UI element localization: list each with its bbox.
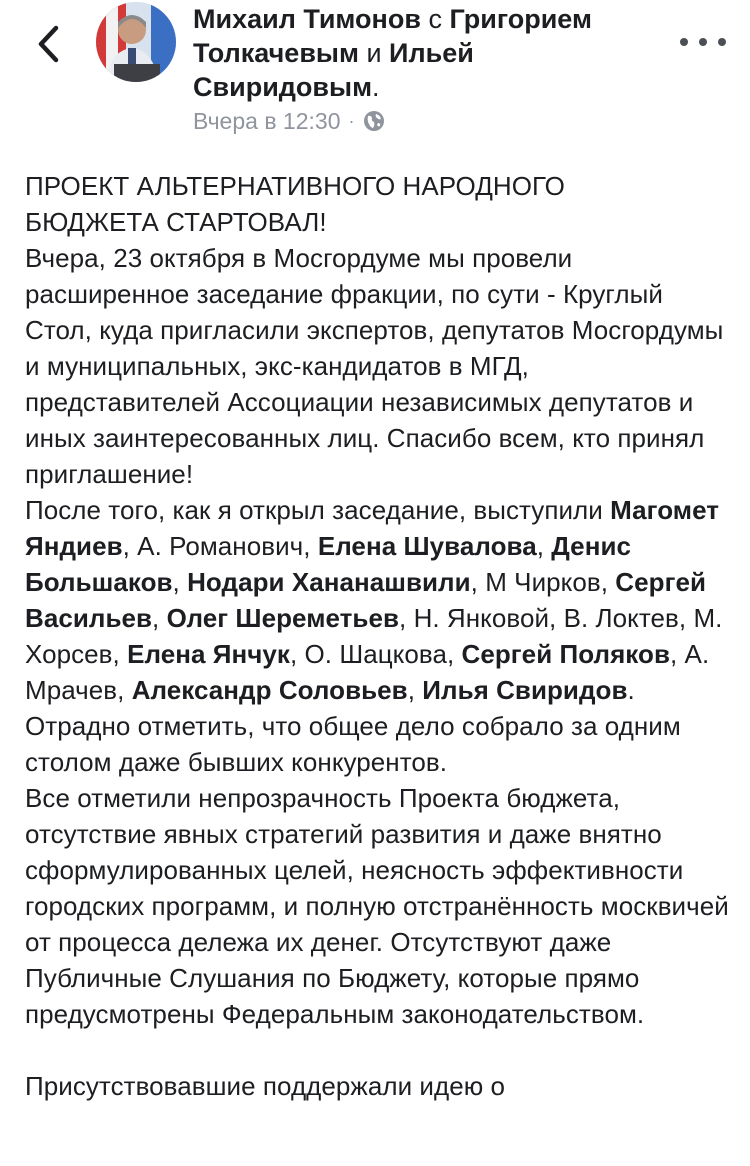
speaker-name[interactable]: Елена Янчук: [127, 639, 290, 669]
globe-icon: [363, 110, 385, 132]
title-period: .: [372, 72, 380, 102]
post-title: [193, 2, 663, 104]
speaker-separator: , А. Романович,: [122, 531, 318, 561]
speaker-separator: , О. Шацкова,: [289, 639, 462, 669]
back-button[interactable]: [26, 22, 70, 66]
tagged-person-2[interactable]: Ильей Свиридовым: [193, 38, 474, 102]
tagged-person-1[interactable]: Григорием Толкачевым: [193, 4, 592, 68]
post-paragraph-1: Вчера, 23 октября в Мосгордуме мы провели расширенное заседание фракции, по сути - Круглый Стол, куда пригласили экспертов, депутатов Мосгордумы и муниципальных, экс-кандидатов в МГД, представителей Ассоциации независимых депутатов и иных заинтересованных лиц. Спасибо всем, кто принял приглашение!: [25, 243, 724, 489]
post-body: [25, 168, 730, 1104]
speaker-name[interactable]: Денис Большаков: [25, 531, 631, 597]
more-dot-2: [699, 38, 707, 46]
more-options-button[interactable]: [680, 30, 726, 54]
avatar-image: [96, 2, 176, 82]
speaker-separator: ,: [172, 567, 188, 597]
speaker-name[interactable]: Магомет Яндиев: [25, 495, 720, 561]
speaker-separator: ,: [407, 675, 423, 705]
speaker-name[interactable]: Сергей Поляков: [461, 639, 670, 669]
paragraph-spacer: [25, 1032, 730, 1068]
author-name[interactable]: Михаил Тимонов: [193, 4, 421, 34]
chevron-left-icon: [35, 24, 61, 64]
post-paragraph-speakers: [25, 492, 730, 708]
speaker-name[interactable]: Елена Шувалова: [317, 531, 537, 561]
speaker-separator: .: [627, 675, 635, 705]
post-heading-line-1: ПРОЕКТ АЛЬТЕРНАТИВНОГО НАРОДНОГО: [25, 171, 565, 201]
post-paragraph-4: Все отметили непрозрачность Проекта бюджета, отсутствие явных стратегий развития и даже внятно сформулированных целей, неясность эффективности городских программ, и полную отстранённость москвичей от процесса дележа их денег. Отсутствуют даже Публичные Слушания по Бюджету, которые прямо предусмотрены Федеральным законодательством.: [25, 783, 729, 1029]
with-word: с: [420, 4, 450, 34]
meta-separator: ·: [348, 111, 355, 131]
more-dots-icon: [680, 38, 688, 46]
post-meta: [193, 107, 385, 135]
speaker-name[interactable]: Олег Шереметьев: [166, 603, 400, 633]
post-header: [0, 0, 750, 150]
post-paragraph-5: Присутствовавшие поддержали идею о: [25, 1071, 506, 1101]
post-heading-line-2: БЮДЖЕТА СТАРТОВАЛ!: [25, 207, 327, 237]
speaker-separator: , Н. Янковой, В. Локтев, М. Хорсев,: [25, 603, 723, 669]
speaker-name[interactable]: Сергей Васильев: [25, 567, 706, 633]
more-dot-3: [718, 38, 726, 46]
speaker-separator: , М Чирков,: [470, 567, 616, 597]
speaker-name[interactable]: Александр Соловьев: [131, 675, 408, 705]
and-word: и: [358, 38, 390, 68]
speaker-separator: ,: [152, 603, 167, 633]
post-time[interactable]: Вчера в 12:30: [193, 108, 341, 134]
speakers-intro: После того, как я открыл заседание, выступили: [25, 495, 611, 525]
speaker-separator: ,: [536, 531, 552, 561]
speaker-name[interactable]: Нодари Хананашвили: [187, 567, 471, 597]
speaker-separator: , А. Мрачев,: [25, 639, 710, 705]
post-paragraph-3: Отрадно отметить, что общее дело собрало за одним столом даже бывших конкурентов.: [25, 711, 681, 777]
speaker-name[interactable]: Илья Свиридов: [422, 675, 628, 705]
avatar[interactable]: [96, 2, 176, 82]
